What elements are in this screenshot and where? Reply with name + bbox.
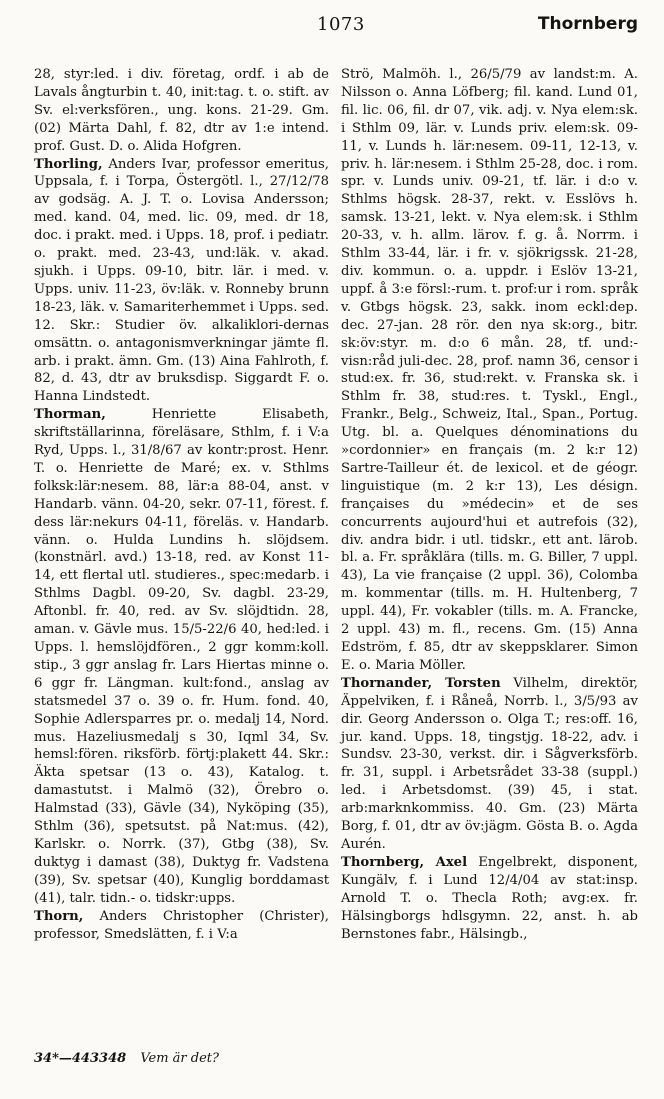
entry-continuation	[34, 66, 329, 156]
entry-text: Vilhelm, direktör, Äppelviken, f. i Råneå, Norrb. l., 3/5/93 av dir. Georg Andersson o. Olga T.; res:off. 16, jur. kand. Upps. 18, tingstjg. 18-22, adv. i Sundsv. 23-30, verkst. dir. i Sågverksförb. fr. 31, suppl. i Arbetsrådet 33-38 (suppl.) led. i Arbetsdomst. (39) 45, i stat. arb:marknkommiss. 40. Gm. (23) Märta Borg, f. 01, dtr av öv:jägm. Gösta B. o. Agda Aurén.	[341, 675, 638, 852]
entry-headword: Thorling,	[34, 156, 103, 172]
left-column	[34, 66, 329, 943]
printer-signature	[34, 1051, 219, 1066]
page-header	[0, 14, 664, 38]
entry-thorn-continuation	[341, 66, 638, 675]
entry-text: Engelbrekt, disponent, Kungälv, f. i Lund 12/4/04 av stat:insp. Arnold T. o. Thecla Roth; avg:ex. fr. Hälsingborgs hdlsgymn. 22, anst. h. ab Bernstones fabr., Hälsingb.,	[341, 854, 638, 942]
entry-thorling	[34, 156, 329, 407]
entry-text: Strö, Malmöh. l., 26/5/79 av landst:m. A. Nilsson o. Anna Löfberg; fil. kand. Lund 01, fil. lic. 06, fil. dr 07, vik. adj. v. Nya elem:sk. i Sthlm 09, lär. v. Lunds priv. elem:sk. 09-11, v. Lunds h. lär:nesem. 09-11, 12-13, v. priv. h. lär:nesem. i Sthlm 25-28, doc. i rom. spr. v. Lunds univ. 09-21, tf. lär. i d:o v. Sthlms högsk. 28-37, rekt. v. Esslövs h. samsk. 13-21, lekt. v. Nya elem:sk. i Sthlm 20-33, v. h. allm. lärov. f. g. å. Norrm. i Sthlm 33-44, lär. i fr. v. sjökrigssk. 21-28, div. kommun. o. a. uppdr. i Eslöv 13-21, uppf. å 3:e försl:-rum. t. prof:ur i rom. språk v. Gtbgs högsk. 23, sakk. inom eckl:dep. dec. 27-jan. 28 rör. den nya sk:org., bitr. sk:öv:styr. m. d:o 6 mån. 28, tf. und:-visn:råd juli-dec. 28, prof. namn 36, censor i stud:ex. fr. 36, stud:rekt. v. Franska sk. i Sthlm fr. 38, stud:res. t. Tyskl., Engl., Frankr., Belg., Schweiz, Ital., Span., Portug. Utg. bl. a. Quelques dénominations du »cordonnier» en français (m. 2 k:r 12) Sartre-Tailleur ét. de lexicol. et de géogr. linguistique (m. 2 k:r 13), Les désign. françaises du »médecin» et de ses concurrents aujourd'hui et autrefois (32), div. andra bidr. i utl. tidskr., ett ant. lärob. bl. a. Fr. språklära (tills. m. G. Biller, 7 uppl. 43), La vie française (2 uppl. 36), Colomba m. kommentar (tills. m. H. Hultenberg, 7 uppl. 44), Fr. vokabler (tills. m. A. Francke, 2 uppl. 43) m. fl., recens. Gm. (15) Anna Edström, f. 85, dtr av skeppsklarer. Simon E. o. Maria Möller.	[341, 67, 638, 673]
entry-text: Anders Christopher (Christer), professor, Smedslätten, f. i V:a	[34, 908, 329, 942]
signature-note: Vem är det?	[140, 1051, 219, 1066]
entry-text: Anders Ivar, professor emeritus, Uppsala, f. i Torpa, Östergötl. l., 27/12/78 av godsäg. A. J. T. o. Lovisa Andersson; med. kand. 04, med. lic. 09, med. dr 18, doc. i prakt. med. i Upps. 18, prof. i pediatr. o. prakt. med. 23-43, und:läk. v. akad. sjukh. i Upps. 09-10, bitr. lär. i med. v. Upps. univ. 11-23, öv:läk. v. Ronneby brunn 18-23, läk. v. Samariterhemmet i Upps. sed. 12. Skr.: Studier öv. alkaliklori-dernas omsättn. o. antagonismverkningar jämte fl. arb. i prakt. ämn. Gm. (13) Aina Fahlroth, f. 82, d. 43, dtr av bruksdisp. Siggardt F. o. Hanna Lindstedt.	[34, 156, 329, 405]
entry-headword: Thorman,	[34, 407, 106, 423]
signature-number: 34*—443348	[34, 1051, 127, 1066]
entry-headword: Thorn,	[34, 908, 84, 924]
entry-text: 28, styr:led. i div. företag, ordf. i ab de Lavals ångturbin t. 40, init:tag. t. o. stift. av Sv. el:verksfören., ung. kons. 21-29. Gm. (02) Märta Dahl, f. 82, dtr av 1:e intend. prof. Gust. D. o. Alida Hofgren.	[34, 67, 329, 154]
entry-thorman	[34, 406, 329, 907]
entry-thornberg	[341, 854, 638, 944]
entry-thornander	[341, 675, 638, 854]
page-number: 1073	[317, 14, 365, 35]
entry-headword: Thornander, Torsten	[341, 675, 501, 691]
entry-headword: Thornberg, Axel	[341, 854, 468, 870]
right-column	[341, 66, 638, 943]
entry-thorn	[34, 908, 329, 944]
running-head: Thornberg	[537, 14, 638, 34]
entry-text: Henriette Elisabeth, skriftställarinna, föreläsare, Sthlm, f. i V:a Ryd, Upps. l., 31/8/67 av kontr:prost. Henr. T. o. Henriette de Maré; ex. v. Sthlms folksk:lär:nesem. 88, lär:a 88-04, anst. v Handarb. vänn. 04-20, sekr. 07-11, förest. f. dess lär:nekurs 04-11, föreläs. v. Handarb. vänn. o. Hulda Lundins h. slöjdsem. (konstnärl. avd.) 13-18, red. av Konst 11-14, ett flertal utl. studieres., spec:medarb. i Sthlms Dagbl. 09-20, Sv. dagbl. 23-29, Aftonbl. fr. 40, red. av Sv. slöjdtidn. 28, aman. v. Gävle mus. 15/5-22/6 40, hed:led. i Upps. l. hemslöjdfören., 2 ggr komm:koll. stip., 3 ggr anslag fr. Lars Hiertas minne o. 6 ggr fr. Längman. kult:fond., anslag av statsmedel 37 o. 39 o. fr. Hum. fond. 40, Sophie Adlersparres pr. o. medalj 14, Nord. mus. Hazeliusmedalj s 30, Iqml 34, Sv. hemsl:fören. riksförb. förtj:plakett 44. Skr.: Äkta spetsar (13 o. 43), Katalog. t. damastutst. i Malmö (32), Örebro o. Halmstad (33), Gävle (34), Nyköping (35), Sthlm (36), spetsutst. på Nat:mus. (42), Karlskr. o. Norrk. (37), Gtbg (38), Sv. duktyg i damast (38), Duktyg fr. Vadstena (39), Sv. spetsar (40), Kunglig borddamast (41), talr. tidn.- o. tidskr:upps.	[34, 407, 329, 906]
